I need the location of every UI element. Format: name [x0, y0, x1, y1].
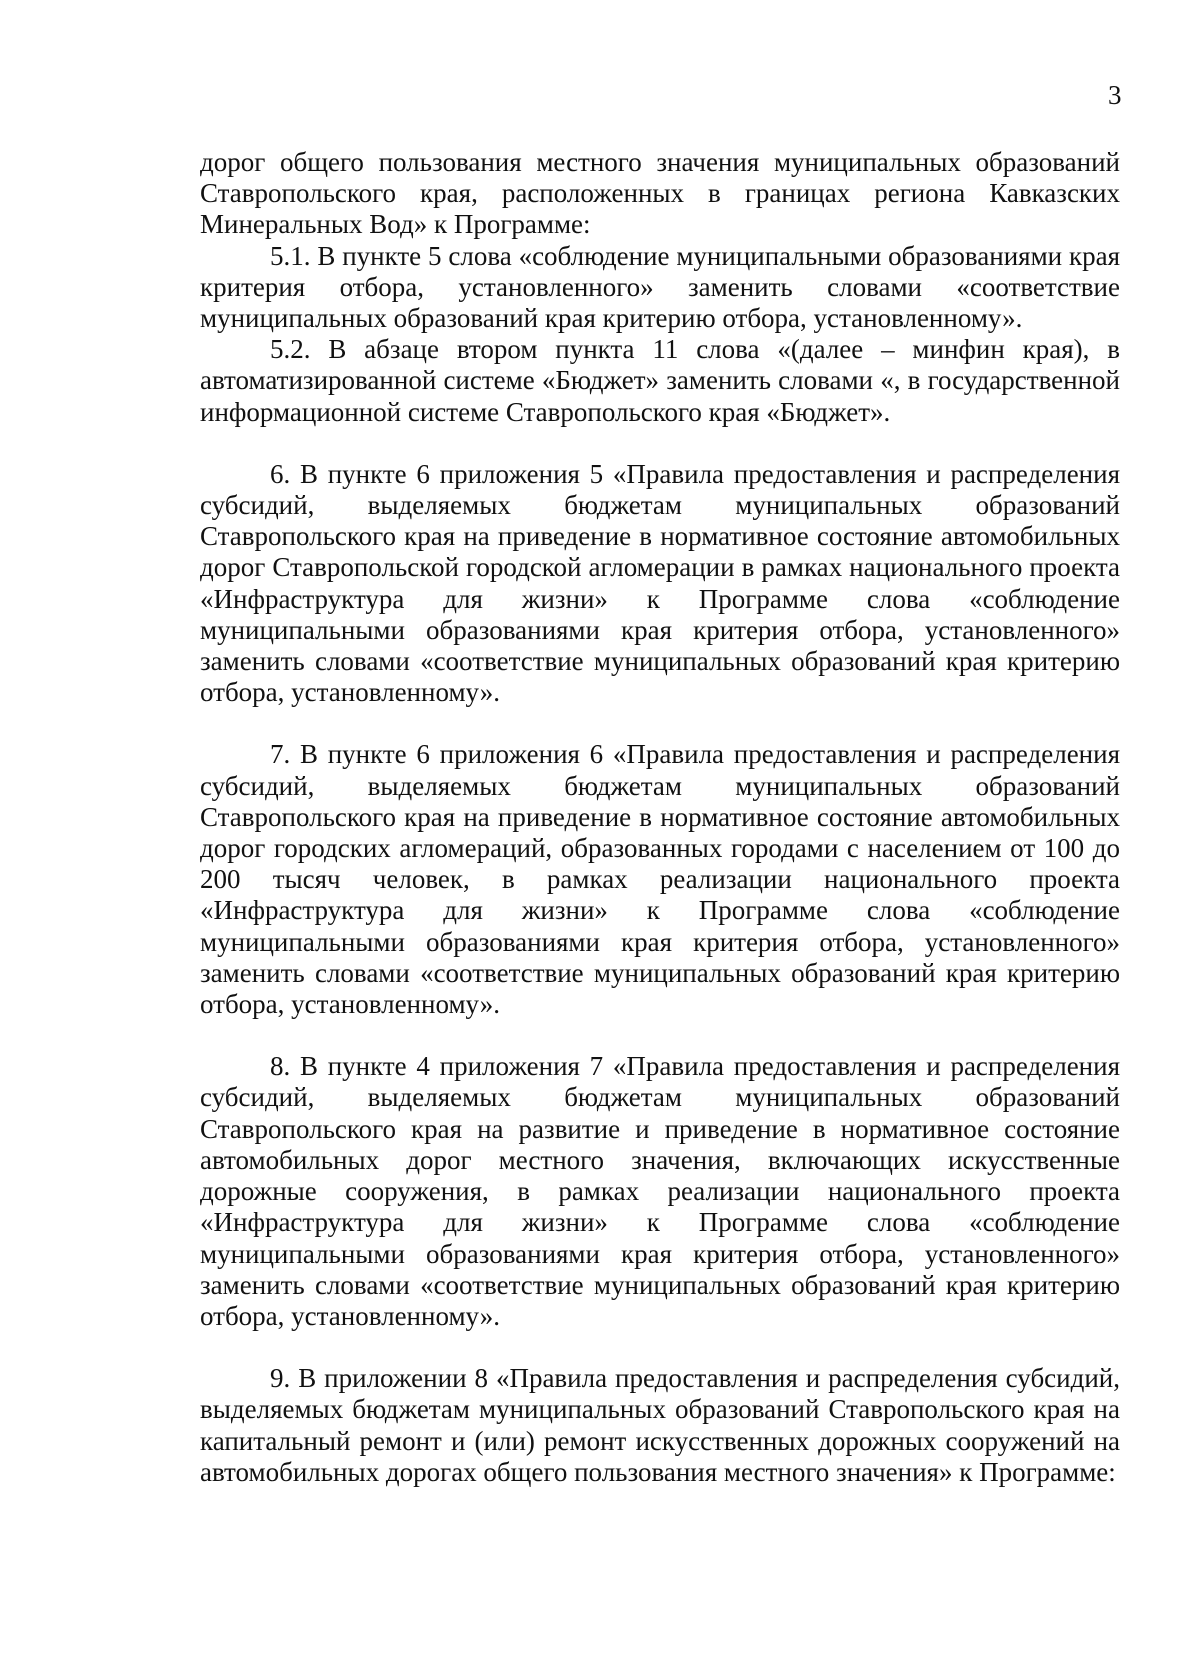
paragraph-9: 9. В приложении 8 «Правила предоставления и распределения субсидий, выделяемых бюджетам муниципальных образований Ставропольского края на капитальный ремонт и (или) ремонт искусственных дорожных сооружений на автомобильных дорогах общего пользования местного значения» к Программе: [200, 1363, 1120, 1487]
paragraph-continuation: дорог общего пользования местного значения муниципальных образований Ставропольского края, расположенных в границах региона Кавказских Минеральных Вод» к Программе: [200, 147, 1120, 240]
paragraph-6: 6. В пункте 6 приложения 5 «Правила предоставления и распределения субсидий, выделяемых бюджетам муниципальных образований Ставропольского края на приведение в нормативное состояние автомобильных дорог Ставропольской городской агломерации в рамках национального проекта «Инфраструктура для жизни» к Программе слова «соблюдение муниципальными образованиями края критерия отбора, установленного» заменить словами «соответствие муниципальных образований края критерию отбора, установленному». [200, 458, 1120, 708]
document-body [200, 147, 1120, 1488]
paragraph-8: 8. В пункте 4 приложения 7 «Правила предоставления и распределения субсидий, выделяемых бюджетам муниципальных образований Ставропольского края на развитие и приведение в нормативное состояние автомобильных дорог местного значения, включающих искусственные дорожные сооружения, в рамках реализации национального проекта «Инфраструктура для жизни» к Программе слова «соблюдение муниципальными образованиями края критерия отбора, установленного» заменить словами «соответствие муниципальных образований края критерию отбора, установленному». [200, 1051, 1120, 1331]
paragraph-5-1: 5.1. В пункте 5 слова «соблюдение муниципальными образованиями края критерия отбора, установленного» заменить словами «соответствие муниципальных образований края критерию отбора, установленному». [200, 240, 1120, 334]
paragraph-7: 7. В пункте 6 приложения 6 «Правила предоставления и распределения субсидий, выделяемых бюджетам муниципальных образований Ставропольского края на приведение в нормативное состояние автомобильных дорог городских агломераций, образованных городами с населением от 100 до 200 тысяч человек, в рамках реализации национального проекта «Инфраструктура для жизни» к Программе слова «соблюдение муниципальными образованиями края критерия отбора, установленного» заменить словами «соответствие муниципальных образований края критерию отбора, установленному». [200, 739, 1120, 1020]
paragraph-5-2: 5.2. В абзаце втором пункта 11 слова «(далее – минфин края), в автоматизированной системе «Бюджет» заменить словами «, в государственной информационной системе Ставропольского края «Бюджет». [200, 334, 1120, 427]
page-number: 3 [1108, 80, 1122, 110]
